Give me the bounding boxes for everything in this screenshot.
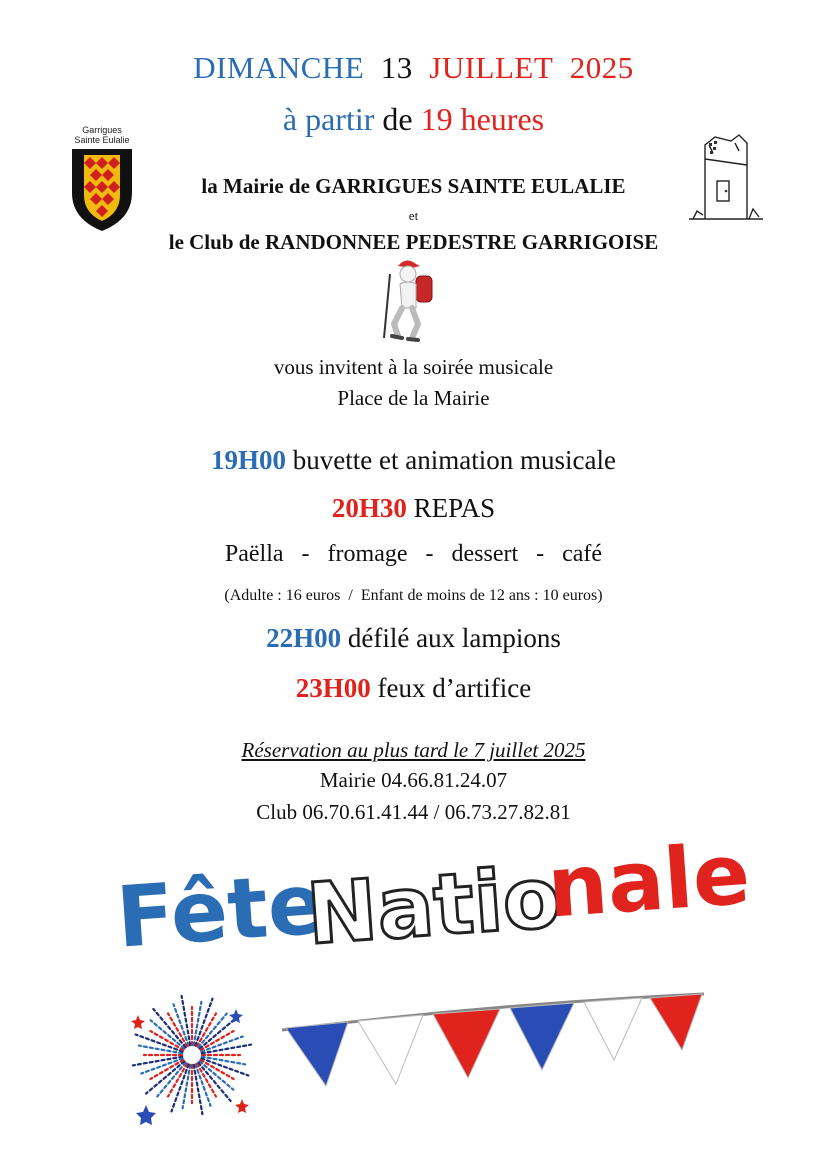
date-day: DIMANCHE <box>193 50 365 85</box>
crest-title-line2: Sainte Eulalie <box>74 135 130 145</box>
invitation-text: vous invitent à la soirée musicale <box>273 355 554 379</box>
date-month: JUILLET <box>429 50 554 85</box>
start-hour: 19 heures <box>420 101 545 137</box>
program-item <box>0 673 827 704</box>
program-label: buvette et animation musicale <box>292 445 616 475</box>
crest-title-line1: Garrigues <box>82 125 122 135</box>
event-date <box>0 50 827 86</box>
organizer-club: le Club de RANDONNEE PEDESTRE GARRIGOISE <box>168 230 659 254</box>
date-number: 13 <box>380 50 413 85</box>
start-de: de <box>382 101 413 137</box>
hiker-icon <box>376 258 442 342</box>
program-time: 19H00 <box>211 445 287 475</box>
banner-text-white: Natio <box>303 848 564 964</box>
program-item <box>0 623 827 654</box>
program-time: 20H30 <box>331 493 407 523</box>
banner-text-blue: Fête <box>113 854 328 967</box>
fireworks-icon <box>122 985 262 1125</box>
start-from: à partir <box>282 101 375 137</box>
program-label: feux d’artifice <box>377 673 532 703</box>
program-item <box>0 445 827 476</box>
program-label: REPAS <box>413 493 496 523</box>
program-time: 22H00 <box>266 623 342 653</box>
organizer-and: et <box>408 208 419 223</box>
menu-list: Paëlla - fromage - dessert - café <box>224 541 603 567</box>
program-time: 23H00 <box>295 673 371 703</box>
organizer-mairie: la Mairie de GARRIGUES SAINTE EULALIE <box>201 174 626 198</box>
date-year: 2025 <box>569 50 634 85</box>
mairie-phone: Mairie 04.66.81.24.07 <box>319 768 508 792</box>
fete-nationale-banner <box>110 824 753 967</box>
club-phone: Club 06.70.61.41.44 / 06.73.27.82.81 <box>256 800 571 824</box>
meal-prices: (Adulte : 16 euros / Enfant de moins de 12 ans : 10 euros) <box>224 587 603 604</box>
reservation-deadline: Réservation au plus tard le 7 juillet 2025 <box>241 738 586 762</box>
banner-text-red: nale <box>544 824 753 937</box>
event-location: Place de la Mairie <box>337 386 490 410</box>
program-item <box>0 493 827 524</box>
bunting-flags <box>278 990 708 1100</box>
program-label: défilé aux lampions <box>347 623 561 653</box>
